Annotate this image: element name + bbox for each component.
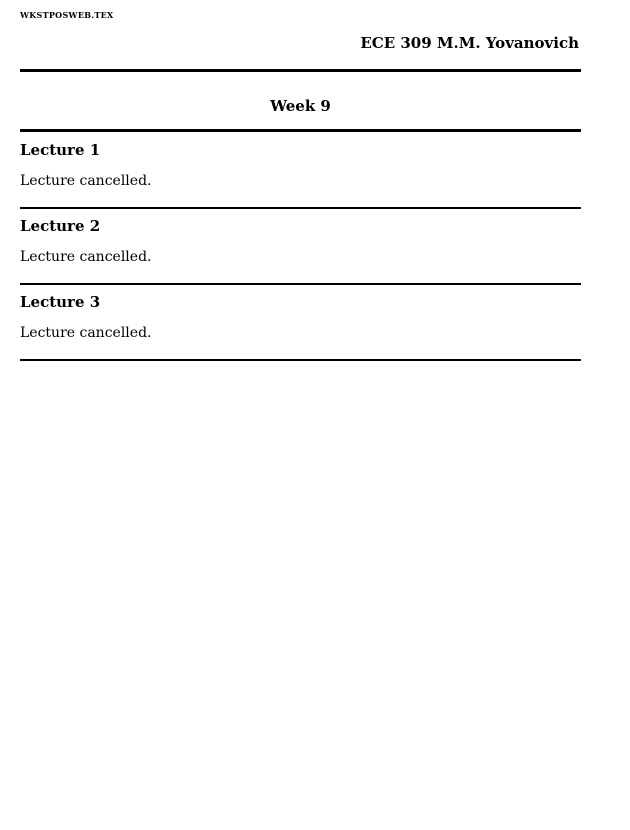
lecture-1-rule xyxy=(20,207,581,209)
header-rule xyxy=(20,69,581,72)
lecture-3-heading: Lecture 3 xyxy=(20,293,101,311)
lecture-1-heading: Lecture 1 xyxy=(20,141,101,159)
course-header: ECE 309 M.M. Yovanovich xyxy=(360,34,579,52)
lecture-1-text: Lecture cancelled. xyxy=(20,173,152,189)
lecture-3-text: Lecture cancelled. xyxy=(20,325,152,341)
lecture-2-heading: Lecture 2 xyxy=(20,217,101,235)
week-rule xyxy=(20,129,581,132)
source-filename: WKSTPOSWEB.TEX xyxy=(20,10,114,20)
lecture-2-text: Lecture cancelled. xyxy=(20,249,152,265)
week-title: Week 9 xyxy=(270,97,331,115)
lecture-2-rule xyxy=(20,283,581,285)
lecture-3-rule xyxy=(20,359,581,361)
